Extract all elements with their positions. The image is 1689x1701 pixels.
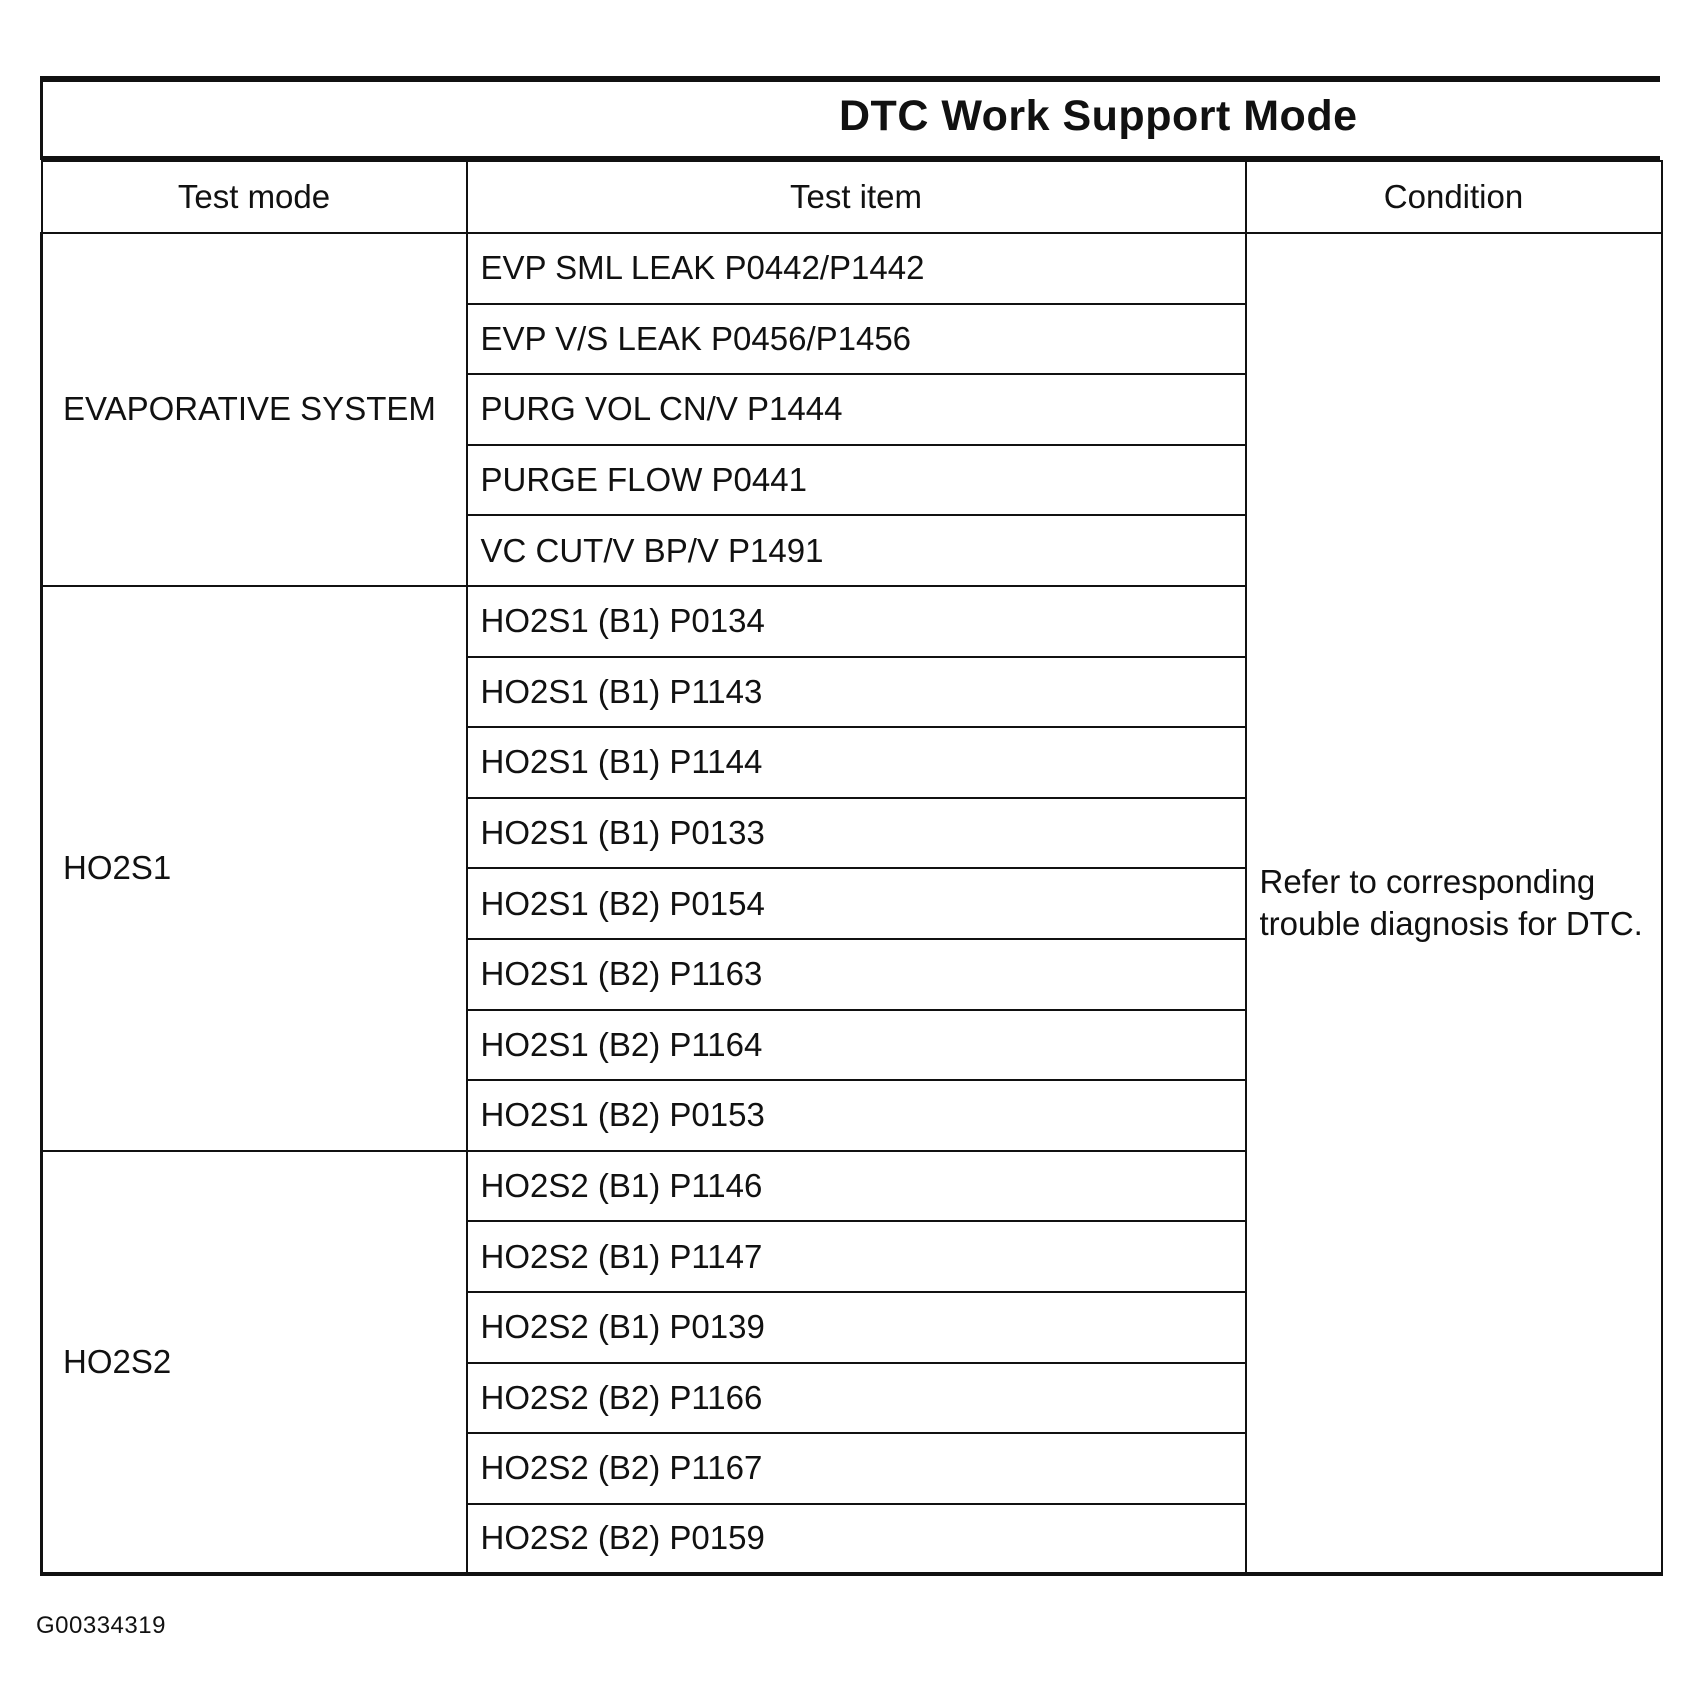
table-row: [42, 233, 1662, 304]
test-item-cell: HO2S1 (B2) P0153: [467, 1080, 1246, 1151]
test-mode-cell: EVAPORATIVE SYSTEM: [42, 233, 467, 586]
test-item-cell: HO2S1 (B1) P0134: [467, 586, 1246, 657]
dtc-table: [40, 160, 1663, 1576]
figure-id: G00334319: [36, 1612, 166, 1639]
test-item-cell: EVP SML LEAK P0442/P1442: [467, 233, 1246, 304]
test-item-cell: HO2S2 (B1) P1147: [467, 1221, 1246, 1292]
test-item-cell: VC CUT/V BP/V P1491: [467, 515, 1246, 586]
test-item-cell: HO2S1 (B1) P0133: [467, 798, 1246, 869]
test-item-cell: HO2S2 (B2) P1167: [467, 1433, 1246, 1504]
test-item-cell: HO2S2 (B2) P0159: [467, 1504, 1246, 1575]
title-bar: [40, 76, 1660, 160]
test-item-cell: HO2S1 (B1) P1143: [467, 657, 1246, 728]
test-item-cell: HO2S1 (B2) P0154: [467, 868, 1246, 939]
header-condition: Condition: [1246, 161, 1662, 233]
test-item-cell: HO2S1 (B2) P1163: [467, 939, 1246, 1010]
table-header-row: [42, 161, 1662, 233]
test-item-cell: HO2S1 (B1) P1144: [467, 727, 1246, 798]
test-item-cell: HO2S2 (B2) P1166: [467, 1363, 1246, 1434]
test-mode-cell: HO2S2: [42, 1151, 467, 1575]
test-item-cell: HO2S1 (B2) P1164: [467, 1010, 1246, 1081]
test-item-cell: PURGE FLOW P0441: [467, 445, 1246, 516]
condition-cell: Refer to corresponding trouble diagnosis for DTC.: [1246, 233, 1662, 1574]
header-test-item: Test item: [467, 161, 1246, 233]
test-item-cell: HO2S2 (B1) P1146: [467, 1151, 1246, 1222]
test-mode-cell: HO2S1: [42, 586, 467, 1151]
test-item-cell: PURG VOL CN/V P1444: [467, 374, 1246, 445]
dtc-table-body: [42, 161, 1662, 1574]
test-item-cell: EVP V/S LEAK P0456/P1456: [467, 304, 1246, 375]
dtc-work-support-sheet: [40, 76, 1660, 1576]
page-title: DTC Work Support Mode: [839, 92, 1358, 140]
header-test-mode: Test mode: [42, 161, 467, 233]
test-item-cell: HO2S2 (B1) P0139: [467, 1292, 1246, 1363]
